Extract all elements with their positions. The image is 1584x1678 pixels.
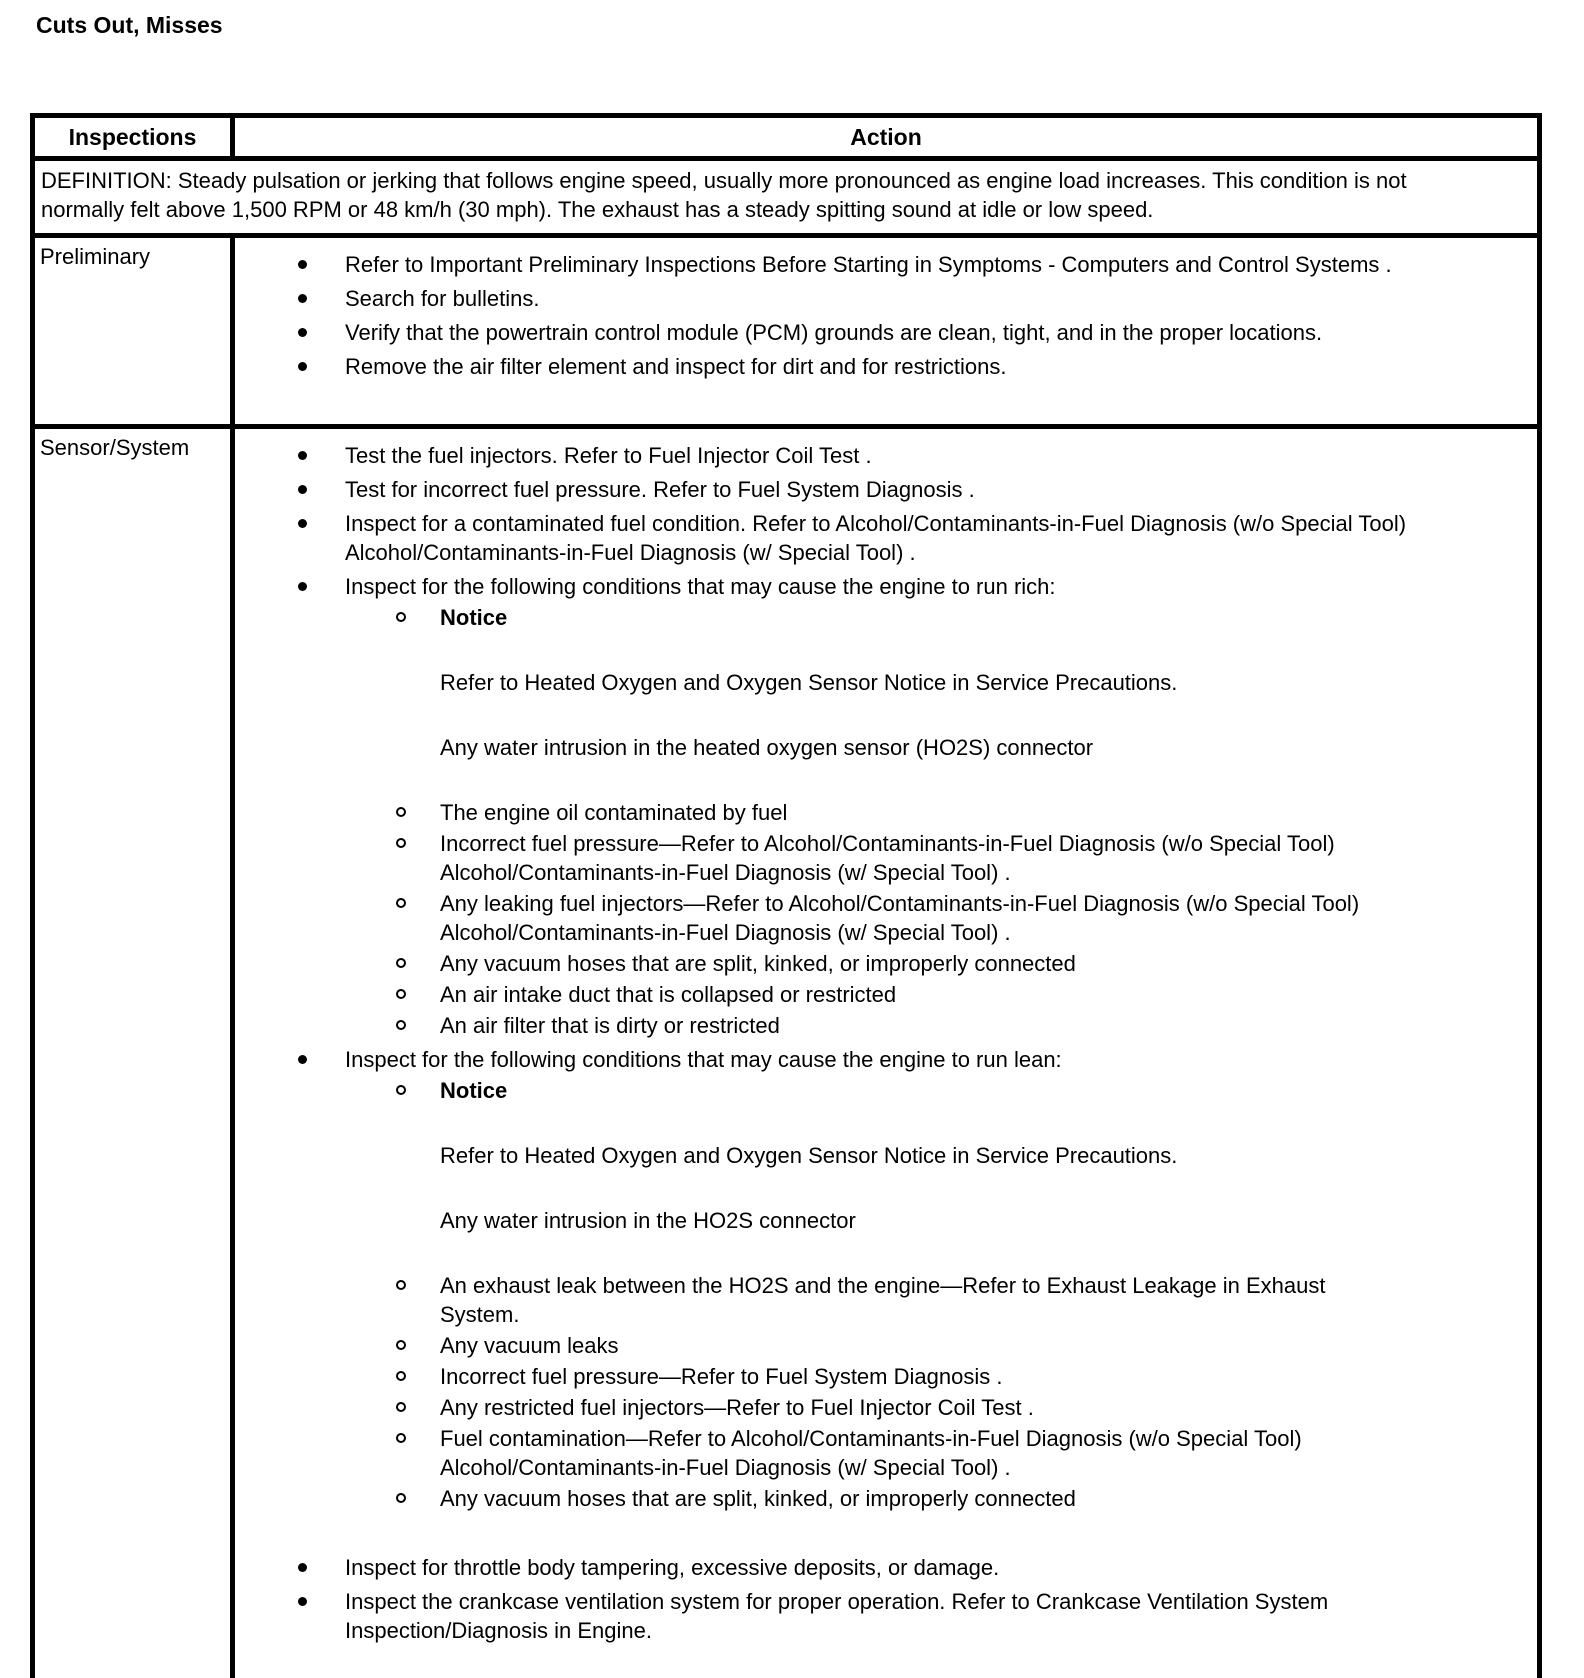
action-item: Inspect the crankcase ventilation system for proper operation. Refer to Crankcase Ventilation System Inspection/Diagnosis in Engine. (345, 1587, 1480, 1645)
sub-item: Any vacuum leaks (440, 1331, 1450, 1360)
run-rich-sublist (345, 603, 1480, 1040)
diagnosis-table (30, 113, 1542, 1678)
sensor-action-list (243, 441, 1527, 1645)
header-row (33, 116, 1540, 159)
notice-paragraph: Any water intrusion in the HO2S connector (440, 1208, 856, 1233)
sub-item: An air filter that is dirty or restricted (440, 1011, 1450, 1040)
notice-heading: Notice (440, 605, 508, 630)
action-item: Inspect for a contaminated fuel condition. Refer to Alcohol/Contaminants-in-Fuel Diagnosis (w/o Special Tool) Alcohol/Contaminants-in-Fuel Diagnosis (w/ Special Tool) . (345, 509, 1480, 567)
action-item: Test for incorrect fuel pressure. Refer to Fuel System Diagnosis . (345, 475, 1480, 504)
notice-heading: Notice (440, 1078, 508, 1103)
inspection-label-preliminary: Preliminary (33, 236, 233, 427)
sub-item: An air intake duct that is collapsed or restricted (440, 980, 1450, 1009)
sub-item: Fuel contamination—Refer to Alcohol/Contaminants-in-Fuel Diagnosis (w/o Special Tool) Alcohol/Contaminants-in-Fuel Diagnosis (w/ Special Tool) . (440, 1424, 1450, 1482)
action-item: Inspect for throttle body tampering, excessive deposits, or damage. (345, 1553, 1480, 1582)
sub-item: The engine oil contaminated by fuel (440, 798, 1450, 827)
notice-paragraph: Refer to Heated Oxygen and Oxygen Sensor Notice in Service Precautions. (440, 670, 1178, 695)
sensor-system-row (33, 427, 1540, 1678)
sensor-system-action-cell (233, 427, 1540, 1678)
sub-item: Incorrect fuel pressure—Refer to Alcohol/Contaminants-in-Fuel Diagnosis (w/o Special Tool) Alcohol/Contaminants-in-Fuel Diagnosis (w/ Special Tool) . (440, 829, 1450, 887)
page-title: Cuts Out, Misses (36, 12, 223, 38)
sub-item: Any vacuum hoses that are split, kinked, or improperly connected (440, 949, 1450, 978)
sub-item: Any leaking fuel injectors—Refer to Alcohol/Contaminants-in-Fuel Diagnosis (w/o Special Tool) Alcohol/Contaminants-in-Fuel Diagnosis (w/ Special Tool) . (440, 889, 1450, 947)
sub-item: Any restricted fuel injectors—Refer to Fuel Injector Coil Test . (440, 1393, 1450, 1422)
action-item: Verify that the powertrain control module (PCM) grounds are clean, tight, and in the proper locations. (345, 318, 1480, 347)
action-item: Test the fuel injectors. Refer to Fuel Injector Coil Test . (345, 441, 1480, 470)
action-item: Search for bulletins. (345, 284, 1480, 313)
action-item-run-lean (345, 1045, 1480, 1513)
notice-block (440, 1076, 1450, 1235)
preliminary-action-cell (233, 236, 1540, 427)
inspections-column-header: Inspections (33, 116, 233, 159)
sub-item: An exhaust leak between the HO2S and the engine—Refer to Exhaust Leakage in Exhaust System. (440, 1271, 1340, 1329)
notice-block (440, 603, 1450, 762)
action-item: Remove the air filter element and inspect for dirt and for restrictions. (345, 352, 1480, 381)
sub-item: Incorrect fuel pressure—Refer to Fuel System Diagnosis . (440, 1362, 1450, 1391)
notice-paragraph: Any water intrusion in the heated oxygen sensor (HO2S) connector (440, 735, 1094, 760)
run-rich-intro: Inspect for the following conditions that may cause the engine to run rich: (345, 574, 1056, 599)
action-item: Refer to Important Preliminary Inspections Before Starting in Symptoms - Computers and Control Systems . (345, 250, 1480, 279)
definition-row (33, 159, 1540, 236)
action-column-header: Action (233, 116, 1540, 159)
inspection-label-sensor-system: Sensor/System (33, 427, 233, 1678)
definition-cell: DEFINITION: Steady pulsation or jerking that follows engine speed, usually more pronounced as engine load increases. This condition is not normally felt above 1,500 RPM or 48 km/h (30 mph). The exhaust has a steady spitting sound at idle or low speed. (33, 159, 1540, 236)
notice-paragraph: Refer to Heated Oxygen and Oxygen Sensor Notice in Service Precautions. (440, 1143, 1178, 1168)
action-item-run-rich (345, 572, 1480, 1040)
run-lean-intro: Inspect for the following conditions that may cause the engine to run lean: (345, 1047, 1062, 1072)
preliminary-row (33, 236, 1540, 427)
sub-item: Any vacuum hoses that are split, kinked, or improperly connected (440, 1484, 1450, 1513)
preliminary-action-list (243, 250, 1527, 381)
run-lean-sublist (345, 1076, 1480, 1513)
